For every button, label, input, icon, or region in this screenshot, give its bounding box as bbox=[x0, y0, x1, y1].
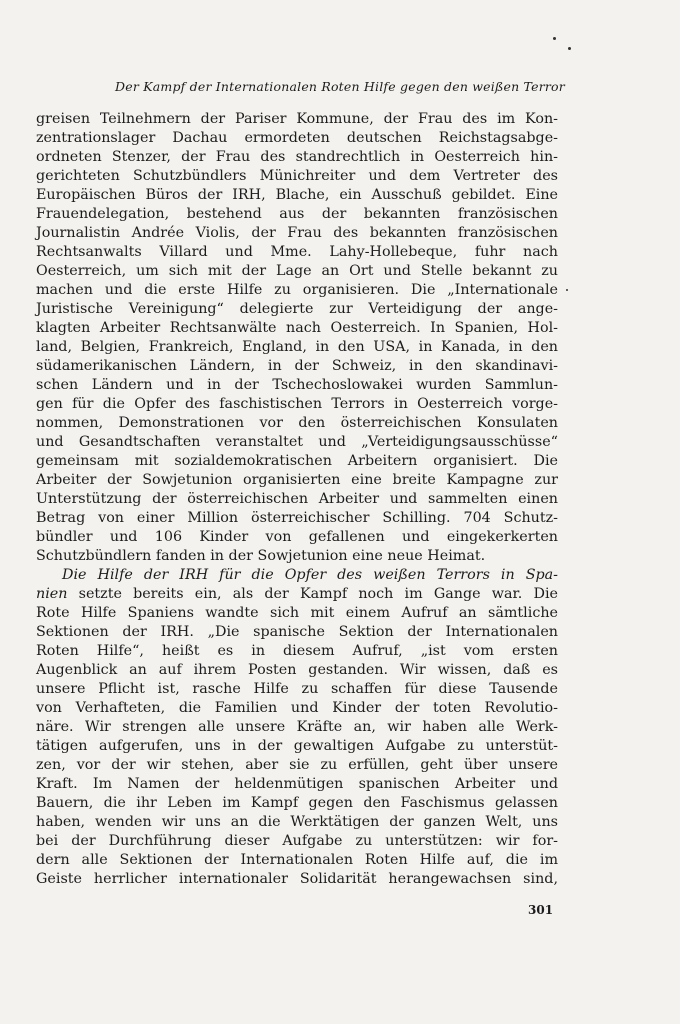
print-speck bbox=[553, 37, 556, 40]
text-line bbox=[36, 547, 558, 566]
text-line bbox=[36, 357, 558, 376]
italic-text: Die Hilfe der IRH für die Opfer des weißen Terrors in Spa- bbox=[62, 567, 558, 583]
text-line bbox=[36, 718, 558, 737]
line-text: greisen Teilnehmern der Pariser Kommune, der Frau des im Kon- bbox=[36, 111, 558, 127]
text-line bbox=[36, 737, 558, 756]
text-line bbox=[36, 433, 558, 452]
line-text: nommen, Demonstrationen vor den österreichischen Konsulaten bbox=[36, 415, 558, 431]
text-line bbox=[36, 167, 558, 186]
text-line bbox=[36, 604, 558, 623]
text-line bbox=[36, 528, 558, 547]
line-text: Schutzbündlern fanden in der Sowjetunion eine neue Heimat. bbox=[36, 548, 486, 564]
print-speck bbox=[566, 289, 568, 291]
text-line bbox=[36, 509, 558, 528]
line-text: Bauern, die ihr Leben im Kampf gegen den Faschismus gelassen bbox=[36, 795, 558, 811]
line-text: Rote Hilfe Spaniens wandte sich mit einem Aufruf an sämtliche bbox=[36, 605, 558, 621]
line-text: bündler und 106 Kinder von gefallenen und eingekerkerten bbox=[36, 529, 558, 545]
text-line bbox=[36, 300, 558, 319]
line-text: schen Ländern und in der Tschechoslowakei wurden Sammlun- bbox=[36, 377, 558, 393]
line-text: Roten Hilfe“, heißt es in diesem Aufruf, „ist vom ersten bbox=[36, 643, 558, 659]
text-line bbox=[36, 585, 558, 604]
text-line bbox=[36, 452, 558, 471]
line-text: Arbeiter der Sowjetunion organisierten eine breite Kampagne zur bbox=[36, 472, 558, 488]
text-line bbox=[36, 490, 558, 509]
line-text: und Gesandtschaften veranstaltet und „Verteidigungsausschüsse“ bbox=[36, 434, 558, 450]
print-speck bbox=[568, 47, 571, 50]
text-line bbox=[36, 794, 558, 813]
text-line bbox=[36, 699, 558, 718]
italic-text: nien bbox=[36, 586, 68, 602]
text-line bbox=[36, 851, 558, 870]
text-line bbox=[36, 338, 558, 357]
line-text: land, Belgien, Frankreich, England, in den USA, in Kanada, in den bbox=[36, 339, 558, 355]
text-line bbox=[36, 110, 558, 129]
line-text: gemeinsam mit sozialdemokratischen Arbeitern organisiert. Die bbox=[36, 453, 558, 469]
text-line bbox=[36, 642, 558, 661]
text-line bbox=[36, 186, 558, 205]
text-line bbox=[36, 243, 558, 262]
text-line bbox=[36, 414, 558, 433]
text-line bbox=[36, 775, 558, 794]
line-text: Geiste herrlicher internationaler Solidarität herangewachsen sind, bbox=[36, 871, 558, 887]
text-line bbox=[36, 224, 558, 243]
line-text: klagten Arbeiter Rechtsanwälte nach Oesterreich. In Spanien, Hol- bbox=[36, 320, 558, 336]
text-line bbox=[36, 205, 558, 224]
line-text: Augenblick an auf ihrem Posten gestanden. Wir wissen, daß es bbox=[36, 662, 558, 678]
body-text bbox=[36, 110, 558, 889]
line-text: Frauendelegation, bestehend aus der bekannten französischen bbox=[36, 206, 558, 222]
text-line bbox=[36, 661, 558, 680]
text-line bbox=[36, 129, 558, 148]
line-text: Europäischen Büros der IRH, Blache, ein Ausschuß gebildet. Eine bbox=[36, 187, 558, 203]
text-line bbox=[36, 319, 558, 338]
text-line bbox=[36, 813, 558, 832]
text-line bbox=[36, 870, 558, 889]
line-text: zentrationslager Dachau ermordeten deutschen Reichstagsabge- bbox=[36, 130, 558, 146]
line-text: tätigen aufgerufen, uns in der gewaltigen Aufgabe zu unterstüt- bbox=[36, 738, 558, 754]
text-line bbox=[36, 148, 558, 167]
line-text: Betrag von einer Million österreichischer Schilling. 704 Schutz- bbox=[36, 510, 558, 526]
text-line bbox=[36, 262, 558, 281]
line-text: näre. Wir strengen alle unsere Kräfte an, wir haben alle Werk- bbox=[36, 719, 558, 735]
line-text: südamerikanischen Ländern, in der Schweiz, in den skandinavi- bbox=[36, 358, 558, 374]
line-text: Rechtsanwalts Villard und Mme. Lahy-Hollebeque, fuhr nach bbox=[36, 244, 558, 260]
text-line bbox=[36, 680, 558, 699]
text-line bbox=[36, 566, 558, 585]
running-head: Der Kampf der Internationalen Roten Hilfe gegen den weißen Terror bbox=[115, 79, 565, 94]
line-text: gerichteten Schutzbündlers Münichreiter und dem Vertreter des bbox=[36, 168, 558, 184]
text-line bbox=[36, 756, 558, 775]
line-text: unsere Pflicht ist, rasche Hilfe zu schaffen für diese Tausende bbox=[36, 681, 558, 697]
line-text: setzte bereits ein, als der Kampf noch im Gange war. Die bbox=[67, 586, 558, 602]
line-text: Unterstützung der österreichischen Arbeiter und sammelten einen bbox=[36, 491, 558, 507]
line-text: bei der Durchführung dieser Aufgabe zu unterstützen: wir for- bbox=[36, 833, 558, 849]
text-line bbox=[36, 623, 558, 642]
line-text: Oesterreich, um sich mit der Lage an Ort und Stelle bekannt zu bbox=[36, 263, 558, 279]
line-text: Sektionen der IRH. „Die spanische Sektion der Internationalen bbox=[36, 624, 558, 640]
line-text: zen, vor der wir stehen, aber sie zu erfüllen, geht über unsere bbox=[36, 757, 558, 773]
line-text: von Verhafteten, die Familien und Kinder der toten Revolutio- bbox=[36, 700, 558, 716]
text-line bbox=[36, 281, 558, 300]
text-line bbox=[36, 395, 558, 414]
line-text: ordneten Stenzer, der Frau des standrechtlich in Oesterreich hin- bbox=[36, 149, 558, 165]
page-number: 301 bbox=[528, 903, 554, 917]
text-line bbox=[36, 471, 558, 490]
line-text: machen und die erste Hilfe zu organisieren. Die „Internationale bbox=[36, 282, 558, 298]
line-text: Juristische Vereinigung“ delegierte zur Verteidigung der ange- bbox=[36, 301, 558, 317]
line-text: Kraft. Im Namen der heldenmütigen spanischen Arbeiter und bbox=[36, 776, 558, 792]
text-line bbox=[36, 832, 558, 851]
line-text: Journalistin Andrée Violis, der Frau des bekannten französischen bbox=[36, 225, 558, 241]
text-line bbox=[36, 376, 558, 395]
line-text: haben, wenden wir uns an die Werktätigen der ganzen Welt, uns bbox=[36, 814, 558, 830]
line-text: gen für die Opfer des faschistischen Terrors in Oesterreich vorge- bbox=[36, 396, 558, 412]
line-text: dern alle Sektionen der Internationalen Roten Hilfe auf, die im bbox=[36, 852, 558, 868]
